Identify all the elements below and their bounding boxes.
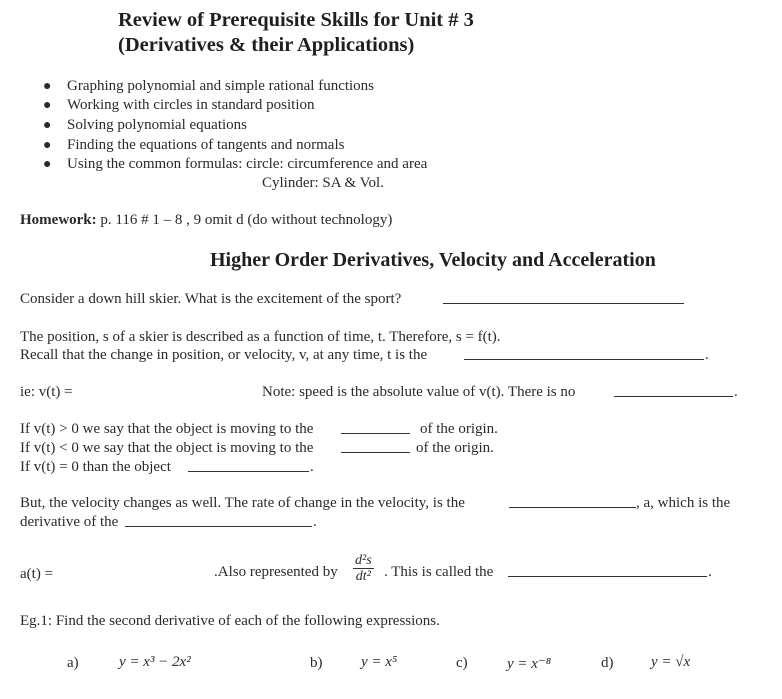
if-positive: If v(t) > 0 we say that the object is moving to the	[20, 421, 314, 437]
period: .	[705, 347, 709, 363]
skill-item: Graphing polynomial and simple rational functions	[67, 78, 375, 94]
a-which: , a, which is the	[636, 495, 731, 511]
skill-item: Finding the equations of tangents and normals	[67, 137, 345, 153]
example-expr-b: y = x⁵	[361, 654, 398, 670]
example-label-d: d)	[601, 655, 614, 671]
homework-label: Homework:	[20, 212, 97, 228]
example-prompt: Eg.1: Find the second derivative of each of the following expressions.	[20, 613, 440, 629]
answer-blank[interactable]	[614, 384, 733, 397]
also-represented: .Also represented by	[214, 564, 338, 580]
position-line-2: Recall that the change in position, or velocity, v, at any time, t is the	[20, 347, 428, 363]
homework-line	[20, 212, 392, 229]
if-negative: If v(t) < 0 we say that the object is moving to the	[20, 440, 314, 456]
bullet-icon: ●	[43, 118, 52, 133]
of-origin: of the origin.	[420, 421, 498, 437]
title-line-1: Review of Prerequisite Skills for Unit # 3	[118, 9, 474, 31]
of-origin: of the origin.	[416, 440, 494, 456]
answer-blank[interactable]	[464, 347, 704, 360]
title-line-2: (Derivatives & their Applications)	[118, 34, 415, 56]
answer-blank[interactable]	[508, 564, 707, 577]
period: .	[734, 384, 738, 400]
bullet-icon: ●	[43, 98, 52, 113]
example-expr-c: y = x⁻⁸	[507, 656, 552, 672]
skill-item: Using the common formulas: circle: circumference and area	[67, 156, 428, 172]
fraction-numerator: d²s	[355, 553, 372, 568]
note-speed: Note: speed is the absolute value of v(t). There is no	[262, 384, 576, 400]
position-line-1: The position, s of a skier is described as a function of time, t. Therefore, s = f(t).	[20, 329, 501, 345]
if-zero: If v(t) = 0 than the object	[20, 459, 171, 475]
example-expr-a: y = x³ − 2x²	[119, 654, 191, 670]
answer-blank[interactable]	[509, 495, 636, 508]
answer-blank[interactable]	[443, 291, 684, 304]
section-title: Higher Order Derivatives, Velocity and Acceleration	[210, 249, 656, 271]
bullet-icon: ●	[43, 79, 52, 94]
example-expr-d: y = √x	[651, 654, 691, 670]
but-velocity: But, the velocity changes as well. The rate of change in the velocity, is the	[20, 495, 465, 511]
answer-blank[interactable]	[341, 421, 410, 434]
bullet-icon: ●	[43, 157, 52, 172]
answer-blank[interactable]	[125, 514, 312, 527]
period: .	[313, 514, 317, 530]
called-the: . This is called the	[384, 564, 494, 580]
derivative-of: derivative of the	[20, 514, 119, 530]
period: .	[708, 564, 712, 580]
example-label-b: b)	[310, 655, 323, 671]
skill-item-continuation: Cylinder: SA & Vol.	[262, 175, 384, 191]
answer-blank[interactable]	[188, 459, 309, 472]
ie-vt-label: ie: v(t) =	[20, 384, 73, 400]
skier-question: Consider a down hill skier. What is the excitement of the sport?	[20, 291, 402, 307]
at-label: a(t) =	[20, 566, 54, 582]
example-label-a: a)	[67, 655, 79, 671]
second-derivative-fraction	[350, 553, 377, 584]
period: .	[310, 459, 314, 475]
skill-item: Solving polynomial equations	[67, 117, 247, 133]
fraction-denominator: dt²	[355, 569, 371, 584]
answer-blank[interactable]	[341, 440, 410, 453]
example-label-c: c)	[456, 655, 468, 671]
homework-text: p. 116 # 1 – 8 , 9 omit d (do without technology)	[100, 212, 393, 228]
skill-item: Working with circles in standard position	[67, 97, 315, 113]
bullet-icon: ●	[43, 138, 52, 153]
